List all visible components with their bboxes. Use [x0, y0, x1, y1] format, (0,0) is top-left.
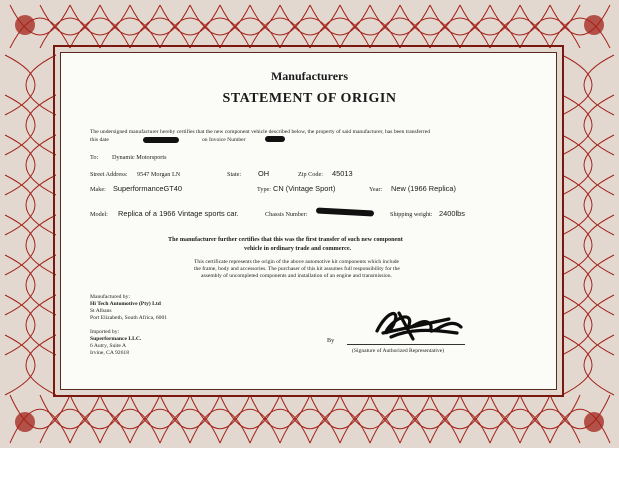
title-statement-of-origin: STATEMENT OF ORIGIN: [222, 91, 397, 106]
manufactured-by-label: Manufactured by:: [90, 294, 130, 300]
shipping-weight-value: 2400lbs: [439, 209, 465, 218]
to-label: To:: [90, 154, 99, 161]
signature-line: [347, 344, 465, 345]
page-margin-bottom: [0, 448, 619, 480]
further-certification-line1: The manufacturer further certifies that this was the first transfer of such new component: [168, 236, 403, 243]
intro-text-line1: The undersigned manufacturer hereby certifies that the new component vehicle described below, the property of said manufacturer, has been transferred: [90, 129, 431, 135]
zip-code-value: 45013: [332, 169, 353, 178]
shipping-weight-label: Shipping weight:: [390, 211, 433, 218]
note-line1: This certificate represents the origin of the above automotive kit components which include: [194, 259, 400, 265]
zip-code-label: Zip Code:: [298, 171, 323, 178]
street-address-value: 9547 Morgan LN: [137, 171, 181, 178]
manufacturer-name: Hi Tech Automotive (Pty) Ltd: [90, 301, 161, 307]
state-value: OH: [258, 169, 270, 178]
manufacturer-address-line2: Port Elizabeth, South Africa, 6001: [90, 315, 168, 321]
type-value: CN (Vintage Sport): [273, 184, 336, 193]
manufacturer-address-line1: St Albans: [90, 308, 112, 314]
importer-address-line2: Irvine, CA 92618: [90, 350, 129, 356]
type-label: Type:: [257, 186, 271, 193]
certificate-paper: [60, 52, 557, 390]
redacted-chassis-number: [316, 207, 374, 216]
signature-scribble: [369, 303, 469, 343]
state-label: State:: [227, 171, 242, 178]
make-label: Make:: [90, 186, 106, 193]
note-line2: the frame, body and accessories. The purchaser of this kit assumes full responsibility for the: [194, 266, 400, 272]
street-address-label: Street Address:: [90, 171, 128, 178]
title-manufacturers: Manufacturers: [270, 69, 349, 83]
importer-address-line1: 6 Autry, Suite A: [90, 343, 126, 349]
model-label: Model:: [90, 211, 108, 218]
further-certification-line2: vehicle in ordinary trade and commerce.: [244, 245, 352, 252]
importer-name: Superformance LLC.: [90, 336, 142, 342]
redacted-date: [143, 137, 179, 143]
imported-by-label: Imported by:: [90, 329, 120, 335]
signature-caption: (Signature of Authorized Representative): [352, 348, 445, 354]
make-value: SuperformanceGT40: [113, 184, 183, 193]
by-label: By: [327, 337, 335, 344]
note-line3: assembly of uncompleted components and installation of an engine and transmission.: [201, 273, 392, 279]
to-value: Dynamic Motorsports: [112, 154, 167, 161]
year-value: New (1966 Replica): [391, 184, 456, 193]
year-label: Year:: [369, 186, 383, 193]
model-value: Replica of a 1966 Vintage sports car.: [118, 209, 239, 218]
intro-text-invoice-label: on Invoice Number: [202, 137, 246, 143]
chassis-number-label: Chassis Number:: [265, 211, 308, 218]
intro-text-date-label: this date: [90, 137, 109, 143]
redacted-invoice-number: [265, 136, 285, 142]
